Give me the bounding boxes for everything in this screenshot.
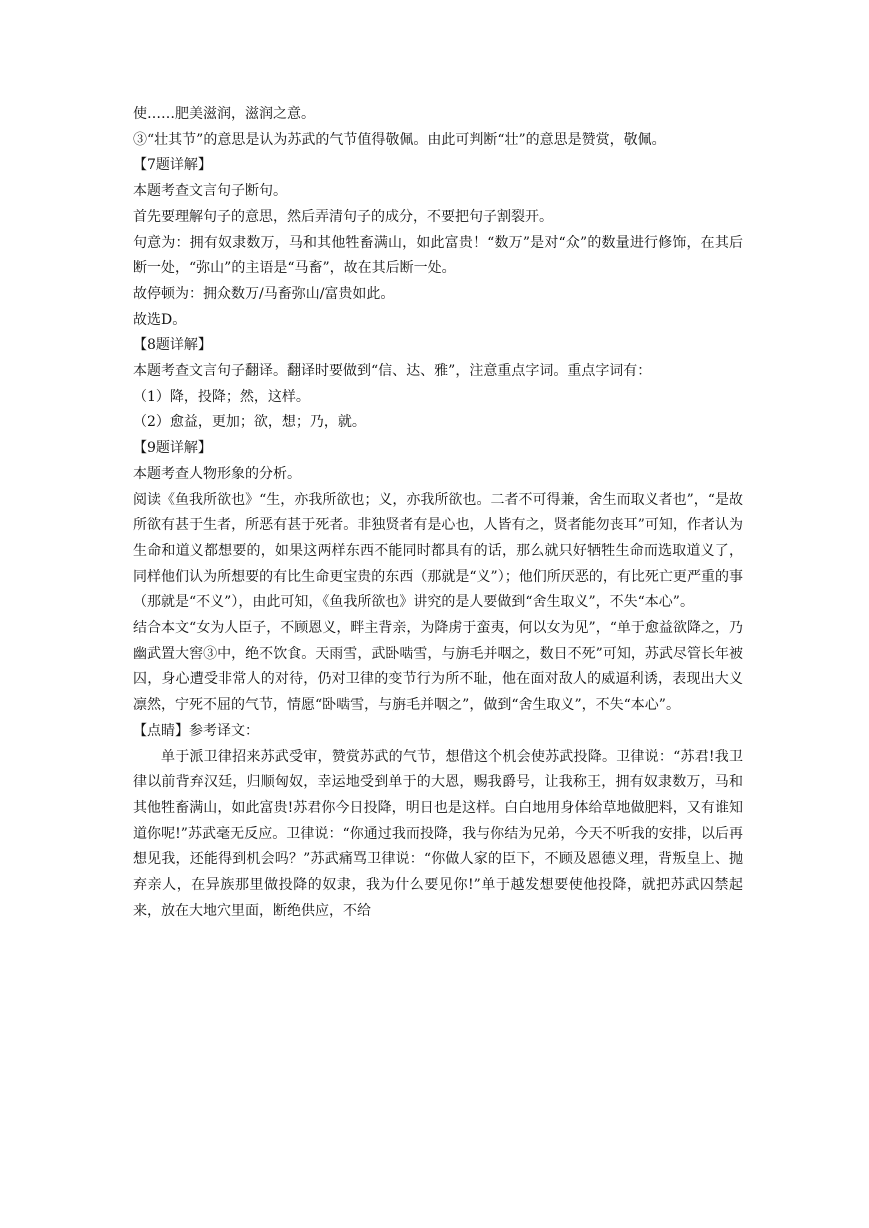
paragraph: 结合本文“女为人臣子，不顾恩义，畔主背亲，为降虏于蛮夷，何以女为见”，“单于愈益欲降之，乃幽武置大窖③中，绝不饮食。天雨雪，武卧啮雪，与旃毛并咽之，数日不死”可知，苏武尽管长年被囚，身心遭受非常人的对待，仍对卫律的变节行为所不耻，他在面对敌人的威逼利诱，表现出大义凛然，宁死不屈的气节，情愿“卧啮雪，与旃毛并咽之”，做到“舍生取义”，不失“本心”。 [133, 620, 743, 714]
paragraph: 本题考查人物形象的分析。 [133, 465, 301, 482]
paragraph: 故停顿为：拥众数万/马畜弥山/富贵如此。 [133, 285, 395, 302]
paragraph: 本题考查文言句子翻译。翻译时要做到“信、达、雅”，注意重点字词。重点字词有： [133, 363, 652, 380]
paragraph: 阅读《鱼我所欲也》“生，亦我所欲也；义，亦我所欲也。二者不可得兼，舍生而取义者也”，“是故所欲有甚于生者，所恶有甚于死者。非独贤者有是心也，人皆有之，贤者能勿丧耳”可知，作者认为生命和道义都想要的，如果这两样东西不能同时都具有的话，那么就只好牺牲生命而选取道义了，同样他们认为所想要的有比生命更宝贵的东西（那就是“义”）；他们所厌恶的，有比死亡更严重的事（那就是“不义”），由此可知，《鱼我所欲也》讲究的是人要做到“舍生取义”，不失“本心”。 [133, 491, 743, 611]
paragraph: 首先要理解句子的意思，然后弄清句子的成分，不要把句子割裂开。 [133, 208, 553, 225]
paragraph: 使……肥美滋润，滋润之意。 [133, 106, 315, 122]
section-heading: 【7题详解】 [133, 157, 212, 174]
section-heading: 【8题详解】 [133, 337, 212, 354]
section-heading: 【点睛】参考译文： [133, 722, 259, 739]
paragraph: 故选D。 [133, 311, 187, 328]
translation-paragraph: 单于派卫律招来苏武受审，赞赏苏武的气节，想借这个机会使苏武投降。卫律说：“苏君!我卫律以前背弃汉廷，归顺匈奴，幸运地受到单于的大恩，赐我爵号，让我称王，拥有奴隶数万，马和其他牲畜满山，如此富贵!苏君你今日投降，明日也是这样。白白地用身体给草地做肥料，又有谁知道你呢!”苏武毫无反应。卫律说：“你通过我而投降，我与你结为兄弟，今天不听我的安排，以后再想见我，还能得到机会吗？”苏武痛骂卫律说：“你做人家的臣下，不顾及恩德义理，背叛皇上、抛弃亲人，在异族那里做投降的奴隶，我为什么要见你!”单于越发想要使他投降，就把苏武囚禁起来，放在大地穴里面，断绝供应，不给 [133, 748, 743, 919]
section-heading: 【9题详解】 [133, 440, 212, 457]
paragraph: 本题考查文言句子断句。 [133, 183, 287, 200]
paragraph: ③“壮其节”的意思是认为苏武的气节值得敬佩。由此可判断“壮”的意思是赞赏，敬佩。 [133, 131, 666, 148]
paragraph: （1）降，投降；然，这样。 [133, 388, 310, 405]
paragraph: 句意为：拥有奴隶数万，马和其他牲畜满山，如此富贵！“数万”是对“众”的数量进行修饰，在其后断一处，“弥山”的主语是“马畜”，故在其后断一处。 [133, 234, 743, 277]
document-body [133, 102, 743, 925]
paragraph: （2）愈益，更加；欲，想；乃，就。 [133, 414, 366, 431]
